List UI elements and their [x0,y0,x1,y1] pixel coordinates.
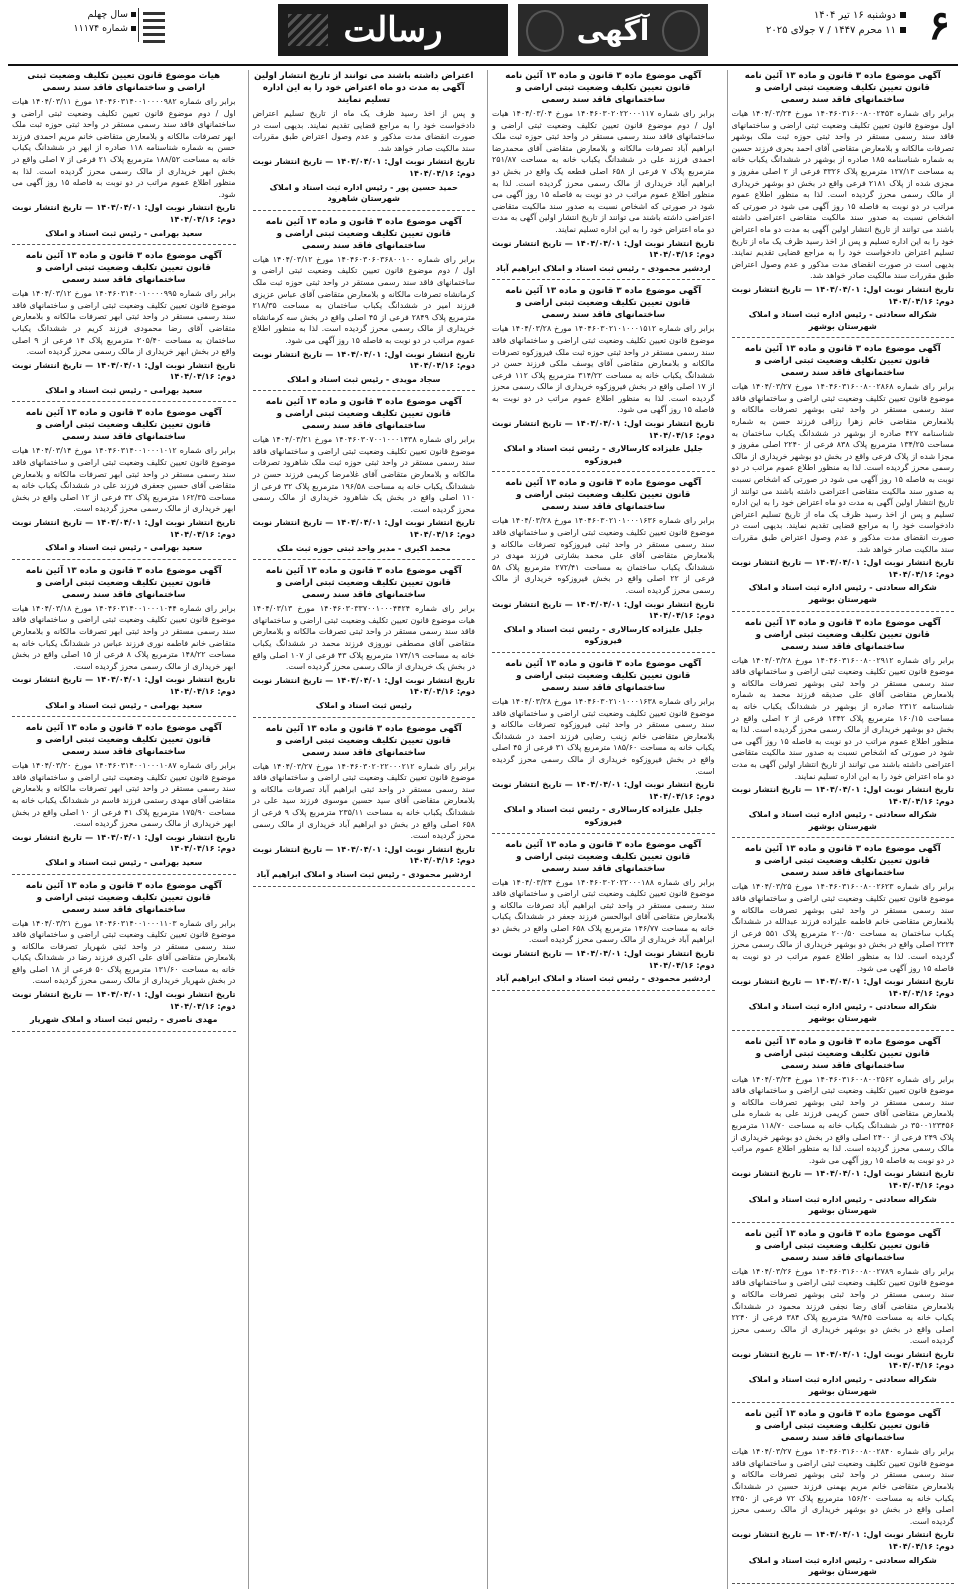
notice-signature: شکراله سعادتی - رئیس اداره ثبت اسناد و املاک شهرستان بوشهر [748,583,937,604]
notice-signature: سعید بهرامی - رئیس ثبت اسناد و املاک [45,228,203,238]
notice-title: آگهی موضوع ماده ۳ قانون و ماده ۱۳ آئین نامه قانون تعیین تکلیف وضعیت ثبتی اراضی و ساختمانهای فاقد سند رسمی [505,839,702,874]
legal-notice [492,477,715,647]
square-bullet-icon [131,12,136,17]
notice-dates: تاریخ انتشار نوبت اول: ۱۴۰۴/۰۴/۰۱ — تاریخ انتشار نوبت دوم: ۱۴۰۴/۰۴/۱۶ [252,349,475,371]
notice-dates: تاریخ انتشار نوبت اول: ۱۴۰۴/۰۴/۰۱ — تاریخ انتشار نوبت دوم: ۱۴۰۴/۰۴/۱۶ [731,1169,954,1190]
notice-signature: جلیل علیزاده کارسالاری - رئیس ثبت اسناد و املاک فیروزکوه [503,444,703,465]
notice-separator [492,471,715,472]
newspaper-logo [278,4,508,56]
notice-signature: شکراله سعادتی - رئیس اداره ثبت اسناد و املاک شهرستان بوشهر [748,810,937,831]
notice-separator [492,990,715,991]
ad-column [8,70,240,1589]
ad-columns [8,70,958,1577]
notice-separator [732,1402,955,1403]
notice-title: آگهی موضوع ماده ۳ قانون و ماده ۱۳ آئین نامه قانون تعیین تکلیف وضعیت ثبتی اراضی و ساختمانهای فاقد سند رسمی [744,844,941,879]
square-bullet-icon [131,26,136,31]
notice-body: برابر رای شماره ۱۴۰۴۶۰۳۰۲۱۰۱۰۰۰۱۶۳۶ مورخ ۱۴۰۴/۰۳/۲۸ هیات موضوع قانون تعیین تکلیف وضعیت ثبتی اراضی و ساختمانهای فاقد سند رسمی مستقر در واحد ثبتی فیروزکوه تصرفات مالکانه و بلامعارض متقاضی آقای علی محمد بشارتی فرزند مهدی در ششدانگ یکباب ساختمان به مساحت ۲۷۲/۴۱ مترمربع پلاک ۵۸ فرعی از ۲۲ اصلی واقع در بخش فیروزکوه خریداری از مالک رسمی محرز گردیده است. [492,516,715,595]
legal-notice [492,658,715,828]
notice-dates: تاریخ انتشار نوبت اول: ۱۴۰۴/۰۴/۰۱ — تاریخ انتشار نوبت دوم: ۱۴۰۴/۰۴/۱۶ [731,1530,954,1551]
notice-signature: شکراله سعادتی - رئیس اداره ثبت اسناد و املاک شهرستان بوشهر [748,1002,937,1023]
notice-dates: تاریخ انتشار نوبت اول: ۱۴۰۴/۰۴/۰۱ — تاریخ انتشار نوبت دوم: ۱۴۰۴/۰۴/۱۶ [731,558,954,579]
notice-body: برابر رای شماره ۱۴۰۴۶۰۳۰۲۱۰۱۰۰۰۱۶۳۸ مورخ ۱۴۰۴/۰۳/۲۸ هیات موضوع قانون تعیین تکلیف وضعیت ثبتی اراضی و ساختمانهای فاقد سند رسمی مستقر در واحد ثبتی فیروزکوه تصرفات مالکانه و بلامعارض متقاضی خانم زینب رضایی فرزند احمد در ششدانگ یکباب خانه به مساحت ۱۸۵/۶۰ مترمربع پلاک ۳۱ فرعی از ۴۵ اصلی واقع در بخش فیروزکوه خریداری از مالک رسمی محرز گردیده است. [492,696,715,776]
notice-title: آگهی موضوع ماده ۳ قانون و ماده ۱۳ آئین نامه قانون تعیین تکلیف وضعیت ثبتی اراضی و ساختمانهای فاقد سند رسمی [25,565,222,600]
notice-signature: شکراله سعادتی - رئیس اداره ثبت اسناد و املاک شهرستان بوشهر [748,1375,937,1396]
date-line-2: ۱۱ محرم ۱۴۴۷ / ۷ جولای ۲۰۲۵ [766,23,906,38]
page-header [8,0,958,66]
notice-signature: سعید بهرامی - رئیس ثبت اسناد و املاک [45,857,203,867]
legal-notice [12,70,236,239]
legal-notice [732,617,955,833]
notice-signature: اردشیر محمودی - رئیس ثبت اسناد و املاک ابراهیم آباد [495,263,711,273]
notice-dates: تاریخ انتشار نوبت اول: ۱۴۰۴/۰۴/۰۱ — تاریخ انتشار نوبت دوم: ۱۴۰۴/۰۴/۱۶ [492,238,715,260]
date-block [766,8,906,38]
notice-separator [492,279,715,280]
notice-signature: محمد اکبری - مدیر واحد ثبتی حوزه ثبت ملک [276,543,451,553]
notice-title: آگهی موضوع ماده ۳ قانون و ماده ۱۳ آئین نامه قانون تعیین تکلیف وضعیت ثبتی اراضی و ساختمانهای فاقد سند رسمی [505,658,702,693]
mini-logo-icon [138,8,165,42]
legal-notice [253,216,476,386]
notice-title: آگهی موضوع ماده ۳ قانون و ماده ۱۳ آئین نامه قانون تعیین تکلیف وضعیت ثبتی اراضی و ساختمانهای فاقد سند رسمی [505,286,702,321]
notice-body: برابر رای شماره ۱۴۰۴۶۰۳۰۲۰۲۲۰۰۰۱۸۸ مورخ ۱۴۰۴/۰۳/۲۴ هیات موضوع قانون تعیین تکلیف وضعیت ثبتی اراضی و ساختمانهای فاقد سند رسمی مستقر در واحد ثبتی ابراهیم آباد تصرفات مالکانه و بلامعارض متقاضی آقای ابوالحسن فرزند جعفر در ششدانگ یکباب خانه به مساحت ۱۴۶/۷۷ مترمربع پلاک ۶۵۸ اصلی واقع در بخش دو ابراهیم آباد خریداری از مالک رسمی محرز گردیده است. [492,877,715,945]
notice-dates: تاریخ انتشار نوبت اول: ۱۴۰۴/۰۴/۰۱ — تاریخ انتشار نوبت دوم: ۱۴۰۴/۰۴/۱۶ [492,949,715,970]
notice-separator [253,559,476,560]
notice-separator [12,244,236,245]
notice-separator [253,717,476,718]
notice-signature: جلیل علیزاده کارسالاری - رئیس ثبت اسناد و املاک فیروزکوه [503,805,703,826]
notice-title: آگهی موضوع ماده ۳ قانون و ماده ۱۳ آئین نامه قانون تعیین تکلیف وضعیت ثبتی اراضی و ساختمانهای فاقد سند رسمی [25,408,222,443]
legal-notice [253,396,476,554]
notice-dates: تاریخ انتشار نوبت اول: ۱۴۰۴/۰۴/۰۱ — تاریخ انتشار نوبت دوم: ۱۴۰۴/۰۴/۱۶ [492,780,715,801]
notice-dates: تاریخ انتشار نوبت اول: ۱۴۰۴/۰۴/۰۱ — تاریخ انتشار نوبت دوم: ۱۴۰۴/۰۴/۱۶ [492,599,715,621]
page-number: ۶ [928,2,950,49]
notice-title: آگهی موضوع ماده ۳ قانون و ماده ۱۳ آئین نامه قانون تعیین تکلیف وضعیت ثبتی اراضی و ساختمانهای فاقد سند رسمی [744,1228,941,1263]
legal-notice [12,250,236,396]
issue-block [16,8,136,36]
notice-signature: شکراله سعادتی - رئیس اداره ثبت اسناد و املاک شهرستان بوشهر [748,1194,937,1216]
year-label: سال چهلم [16,8,136,22]
notice-title: آگهی موضوع ماده ۳ قانون و ماده ۱۳ آئین نامه قانون تعیین تکلیف وضعیت ثبتی اراضی و ساختمانهای فاقد سند رسمی [265,566,462,601]
notice-signature: رئیس ثبت اسناد و املاک [315,700,412,710]
notice-body: برابر رای شماره ۱۴۰۴۶۰۳۱۴۰۰۱۰۰۰۱۱۰۳ مورخ ۱۴۰۴/۰۳/۲۱ هیات موضوع قانون تعیین تکلیف وضعیت ثبتی اراضی و ساختمانهای فاقد سند رسمی مستقر در واحد ثبتی شهریار تصرفات مالکانه و بلامعارض متقاضی آقای علی اکبری فرزند رضا در ششدانگ یکباب خانه به مساحت ۱۳۱/۶۰ مترمربع پلاک ۵۰ فرعی از ۱۸ اصلی واقع در بخش شهریار خریداری از مالک رسمی محرز گردیده است. [12,918,236,986]
notice-title: هیات موضوع قانون تعیین تکلیف وضعیت ثبتی اراضی و ساختمانهای فاقد سند رسمی [27,71,221,93]
legal-notice [12,880,236,1026]
notice-body: برابر رای شماره ۱۴۰۴۶۰۳۱۴۰۰۱۰۰۰۰۹۸۲ مورخ ۱۴۰۴/۰۳/۱۱ هیات اول / دوم موضوع قانون تعیین تکلیف وضعیت ثبتی اراضی و ساختمانهای فاقد سند رسمی مستقر در واحد ثبتی حوزه ثبت ملک ابهر تصرفات مالکانه و بلامعارض متقاضی خانم مریم احمدی فرزند حسن به شماره شناسنامه ۱۱۸ صادره از ابهر در ششدانگ یکباب خانه به مساحت ۱۸۸/۵۲ مترمربع پلاک ۲۱ فرعی از ۷ اصلی واقع در بخش ابهر خریداری از مالک رسمی محرز گردیده است. لذا به منظور اطلاع عموم مراتب در دو نوبت به فاصله ۱۵ روز آگهی می شود. [12,97,236,199]
ornament-icon [662,10,700,52]
notice-title: آگهی موضوع ماده ۳ قانون و ماده ۱۳ آئین نامه قانون تعیین تکلیف وضعیت ثبتی اراضی و ساختمانهای فاقد سند رسمی [744,344,941,379]
notice-signature: اردشیر محمودی - رئیس ثبت اسناد و املاک ابراهیم آباد [495,974,711,984]
notice-body: برابر رای شماره ۱۴۰۴۶۰۳۱۴۰۰۱۰۰۰۱۰۸۷ مورخ ۱۴۰۴/۰۳/۲۰ هیات موضوع قانون تعیین تکلیف وضعیت ثبتی اراضی و ساختمانهای فاقد سند رسمی مستقر در واحد ثبتی ابهر تصرفات مالکانه و بلامعارض متقاضی آقای مهدی رستمی فرزند قاسم در ششدانگ یکباب خانه به مساحت ۱۷۵/۹۰ مترمربع پلاک ۴۱ فرعی از ۱۰ اصلی واقع در بخش ابهر خریداری از مالک رسمی محرز گردیده است. [12,761,236,829]
notice-body: برابر رای شماره ۱۴۰۴۶۰۳۰۳۳۷۰۰۱۰۰۰۴۴۲۴ مورخ ۱۴۰۴/۰۳/۱۳ هیات موضوع قانون تعیین تکلیف وضعیت ثبتی اراضی و ساختمانهای فاقد سند رسمی مستقر در واحد ثبتی تصرفات مالکانه و بلامعارض متقاضی آقای مصطفی نوروزی فرزند محمد در ششدانگ یکباب خانه به مساحت ۱۷۴/۱۹ مترمربع پلاک ۴۳ فرعی از ۱۰۷ اصلی واقع در بخش یک خریداری از مالک رسمی محرز گردیده است. [252,604,475,672]
legal-notice [732,1228,955,1398]
notice-dates: تاریخ انتشار نوبت اول: ۱۴۰۴/۰۴/۰۱ — تاریخ انتشار نوبت دوم: ۱۴۰۴/۰۴/۱۶ [12,518,236,539]
notice-title: آگهی موضوع ماده ۳ قانون و ماده ۱۳ آئین نامه قانون تعیین تکلیف وضعیت ثبتی اراضی و ساختمانهای فاقد سند رسمی [505,71,702,105]
notice-signature: سعید بهرامی - رئیس ثبت اسناد و املاک [45,385,203,395]
legal-notice [492,70,715,274]
notice-separator [732,837,955,838]
notice-title: آگهی موضوع ماده ۳ قانون و ماده ۱۳ آئین نامه قانون تعیین تکلیف وضعیت ثبتی اراضی و ساختمانهای فاقد سند رسمی [744,71,941,105]
notice-signature: مهدی ناصری - رئیس ثبت اسناد و املاک شهریار [30,1015,218,1025]
notice-body: برابر رای شماره ۱۴۰۴۶۰۳۱۴۰۰۱۰۰۰۰۹۹۵ مورخ ۱۴۰۴/۰۳/۱۲ هیات موضوع قانون تعیین تکلیف وضعیت ثبتی اراضی و ساختمانهای فاقد سند رسمی مستقر در واحد ثبتی ابهر تصرفات مالکانه و بلامعارض متقاضی آقای رضا محمودی فرزند کریم در ششدانگ یکباب ساختمان به مساحت ۲۰۵/۴۰ مترمربع پلاک ۱۴ فرعی از ۹ اصلی واقع در بخش ابهر خریداری از مالک رسمی محرز گردیده است. [12,289,236,357]
notice-dates: تاریخ انتشار نوبت اول: ۱۴۰۴/۰۴/۰۱ — تاریخ انتشار نوبت دوم: ۱۴۰۴/۰۴/۱۶ [731,785,954,806]
square-bullet-icon [900,12,906,18]
ad-column [487,70,719,1589]
notice-separator [492,833,715,834]
notice-body: برابر رای شماره ۱۴۰۴۶۰۳۱۶۰۰۸۰۰۲۸۴۰ مورخ ۱۴۰۴/۰۳/۲۷ هیات موضوع قانون تعیین تکلیف وضعیت ثبتی اراضی و ساختمانهای فاقد سند رسمی مستقر در واحد ثبتی بوشهر تصرفات مالکانه و بلامعارض متقاضی خانم مریم بهمنی فرزند حسین در ششدانگ یکباب خانه به مساحت ۱۵۶/۲۰ مترمربع پلاک ۷۲ فرعی از ۲۴۵۰ اصلی واقع در بخش دو بوشهر خریداری از مالک رسمی محرز گردیده است. [731,1447,954,1526]
legal-notice [732,343,955,605]
legal-notice [492,839,715,985]
notice-body: برابر رای شماره ۱۴۰۴۶۰۳۱۶۰۰۸۰۰۲۶۲۳ مورخ ۱۴۰۴/۰۳/۲۵ هیات موضوع قانون تعیین تکلیف وضعیت ثبتی اراضی و ساختمانهای فاقد سند رسمی مستقر در واحد ثبتی بوشهر تصرفات مالکانه و بلامعارض متقاضی خانم فاطمه علیزاده فرزند عبدالله در ششدانگ یکباب ساختمان به مساحت ۲۰۰/۵۰ مترمربع پلاک ۵۵۱ فرعی از ۲۲۲۴ اصلی واقع در بخش دو بوشهر خریداری از مالک رسمی محرز گردیده است. لذا به منظور اطلاع عموم مراتب در دو نوبت به فاصله ۱۵ روز آگهی می شود. [731,882,954,973]
notice-signature: شکراله سعادتی - رئیس اداره ثبت اسناد و املاک شهرستان بوشهر [748,310,937,331]
notice-separator [732,1030,955,1031]
legal-notice [732,1036,955,1217]
notice-separator [12,401,236,402]
ad-column [727,70,959,1589]
notice-signature: اردشیر محمودی - رئیس ثبت اسناد و املاک ابراهیم آباد [256,869,472,879]
notice-body: برابر رای شماره ۱۴۰۴۶۰۳۱۶۰۰۸۰۰۲۴۵۳ مورخ ۱۴۰۴/۰۳/۲۴ هیات اول موضوع قانون تعیین تکلیف وضعیت ثبتی اراضی و ساختمانهای فاقد سند رسمی مستقر در واحد ثبتی حوزه ثبت ملک بوشهر تصرفات مالکانه و بلامعارض متقاضی آقای احمد بحری فرزند حسین به شماره شناسنامه ۱۸۵ صادره از بوشهر در ششدانگ یکباب خانه به مساحت ۱۲۷/۱۳ مترمربع پلاک ۳۳۲۶ فرعی از ۲ اصلی مفروز و مجزی شده از پلاک ۲۱۸۱ فرعی واقع در بخش دو بوشهر خریداری از مالک رسمی محرز گردیده است. لذا به منظور اطلاع عموم مراتب در دو نوبت به فاصله ۱۵ روز آگهی می شود در صورتی که اشخاص نسبت به صدور سند مالکیت متقاضی اعتراضی داشته باشند می توانند از تاریخ انتشار اولین آگهی به مدت دو ماه اعتراض خود را به این اداره تسلیم و پس از اخذ رسید ظرف یک ماه از تاریخ تسلیم اعتراض دادخواست خود را به مراجع قضایی تقدیم نمایند. بدیهی است در صورت انقضای مدت مذکور و عدم وصول اعتراض طبق مقررات سند مالکیت صادر خواهد شد. [731,109,955,281]
notice-separator [732,1222,955,1223]
notice-body: برابر رای شماره ۱۴۰۴۶۰۳۰۲۱۰۱۰۰۰۱۵۱۲ مورخ ۱۴۰۴/۰۳/۲۸ هیات موضوع قانون تعیین تکلیف وضعیت ثبتی اراضی و ساختمانهای فاقد سند رسمی مستقر در واحد ثبتی حوزه ثبت ملک فیروزکوه تصرفات مالکانه و بلامعارض متقاضی آقای یوسف ملکی فرزند حسن در ششدانگ یکباب خانه به مساحت ۳۱۴/۲۲ مترمربع پلاک ۱۱۲ فرعی از ۱۷ اصلی واقع در بخش فیروزکوه خریداری از مالک رسمی محرز گردیده است. لذا به منظور اطلاع عموم مراتب در دو نوبت به فاصله ۱۵ روز آگهی می شود. [492,324,715,415]
notice-dates: تاریخ انتشار نوبت اول: ۱۴۰۴/۰۴/۰۱ — تاریخ انتشار نوبت دوم: ۱۴۰۴/۰۴/۱۶ [12,203,236,224]
notice-dates: تاریخ انتشار نوبت اول: ۱۴۰۴/۰۴/۰۱ — تاریخ انتشار نوبت دوم: ۱۴۰۴/۰۴/۱۶ [731,977,954,998]
notice-title: آگهی موضوع ماده ۳ قانون و ماده ۱۳ آئین نامه قانون تعیین تکلیف وضعیت ثبتی اراضی و ساختمانهای فاقد سند رسمی [25,723,222,758]
notice-dates: تاریخ انتشار نوبت اول: ۱۴۰۴/۰۴/۰۱ — تاریخ انتشار نوبت دوم: ۱۴۰۴/۰۴/۱۶ [12,360,236,382]
notice-title: اعتراض داشته باشند می توانند از تاریخ انتشار اولین آگهی به مدت دو ماه اعتراض خود را به این اداره تسلیم نمایند [254,71,474,105]
notice-dates: تاریخ انتشار نوبت اول: ۱۴۰۴/۰۴/۰۱ — تاریخ انتشار نوبت دوم: ۱۴۰۴/۰۴/۱۶ [252,518,475,540]
section-title: آگهی [576,13,650,47]
notice-separator [253,210,476,211]
notice-body: و پس از اخذ رسید ظرف یک ماه از تاریخ تسلیم اعتراض دادخواست خود را به مراجع قضایی تقدیم نمایند. بدیهی است در صورت انقضای مدت مذکور و عدم وصول اعتراض طبق مقررات سند مالکیت صادر خواهد شد. [252,109,475,153]
notice-body: برابر رای شماره ۱۴۰۴۶۰۳۱۶۰۰۸۰۰۲۹۱۲ مورخ ۱۴۰۴/۰۳/۲۸ هیات موضوع قانون تعیین تکلیف وضعیت ثبتی اراضی و ساختمانهای فاقد سند رسمی مستقر در واحد ثبتی بوشهر تصرفات مالکانه و بلامعارض متقاضی آقای علی صدیقه فرزند محمد به شماره شناسنامه ۲۳۱۲ صادره از بوشهر در ششدانگ یکباب خانه به مساحت ۱۶۰/۱۵ مترمربع پلاک ۱۳۴۲ فرعی از ۲ اصلی واقع در بخش دو بوشهر خریداری از مالک رسمی محرز گردیده است. لذا به منظور اطلاع عموم مراتب در دو نوبت به فاصله ۱۵ روز آگهی می شود در صورتی که اشخاص نسبت به صدور سند مالکیت متقاضی اعتراضی داشته باشند می توانند از تاریخ انتشار اولین آگهی به مدت دو ماه اعتراض خود را به این اداره تسلیم نمایند. [731,655,955,781]
notice-body: برابر رای شماره ۱۴۰۴۶۰۳۱۴۰۰۱۰۰۰۱۰۴۴ مورخ ۱۴۰۴/۰۳/۱۸ هیات موضوع قانون تعیین تکلیف وضعیت ثبتی اراضی و ساختمانهای فاقد سند رسمی مستقر در واحد ثبتی ابهر تصرفات مالکانه و بلامعارض متقاضی خانم فاطمه نوری فرزند عباس در ششدانگ یکباب خانه به مساحت ۱۴۸/۲۲ مترمربع پلاک ۸ فرعی از ۱۵ اصلی واقع در بخش ابهر خریداری از مالک رسمی محرز گردیده است. [12,603,236,671]
date-line-1: دوشنبه ۱۶ تیر ۱۴۰۴ [766,8,906,23]
notice-title: آگهی موضوع ماده ۳ قانون و ماده ۱۳ آئین نامه قانون تعیین تکلیف وضعیت ثبتی اراضی و ساختمانهای فاقد سند رسمی [265,723,462,758]
notice-dates: تاریخ انتشار نوبت اول: ۱۴۰۴/۰۴/۰۱ — تاریخ انتشار نوبت دوم: ۱۴۰۴/۰۴/۱۶ [12,675,236,696]
notice-dates: تاریخ انتشار نوبت اول: ۱۴۰۴/۰۴/۰۱ — تاریخ انتشار نوبت دوم: ۱۴۰۴/۰۴/۱۶ [252,675,475,697]
legal-notice [253,565,476,711]
notice-separator [492,652,715,653]
notice-title: آگهی موضوع ماده ۳ قانون و ماده ۱۳ آئین نامه قانون تعیین تکلیف وضعیت ثبتی اراضی و ساختمانهای فاقد سند رسمی [25,251,222,286]
notice-body: برابر رای شماره ۱۴۰۴۶۰۳۰۲۰۲۲۰۰۰۲۱۲ مورخ ۱۴۰۴/۰۳/۲۷ هیات موضوع قانون تعیین تکلیف وضعیت ثبتی اراضی و ساختمانهای فاقد سند رسمی مستقر در واحد ثبتی ابراهیم آباد تصرفات مالکانه و بلامعارض متقاضی آقای سید حسین موسوی فرزند سید علی در ششدانگ یکباب خانه به مساحت ۲۳۵/۱۱ مترمربع پلاک ۹ فرعی از ۶۵۸ اصلی واقع در بخش دو ابراهیم آباد خریداری از مالک رسمی محرز گردیده است. [252,761,475,841]
notice-signature: سعید بهرامی - رئیس ثبت اسناد و املاک [45,543,203,553]
legal-notice [253,723,476,881]
legal-notice [253,70,476,205]
ornament-icon [526,10,564,52]
notice-title: آگهی موضوع ماده ۳ قانون و ماده ۱۳ آئین نامه قانون تعیین تکلیف وضعیت ثبتی اراضی و ساختمانهای فاقد سند رسمی [505,478,702,513]
notice-signature: سجاد مویدی - رئیس ثبت اسناد و املاک [287,374,441,384]
notice-title: آگهی موضوع ماده ۳ قانون و ماده ۱۳ آئین نامه قانون تعیین تکلیف وضعیت ثبتی اراضی و ساختمانهای فاقد سند رسمی [25,880,222,915]
legal-notice [12,407,236,553]
notice-title: آگهی موضوع ماده ۳ قانون و ماده ۱۳ آئین نامه قانون تعیین تکلیف وضعیت ثبتی اراضی و ساختمانهای فاقد سند رسمی [744,617,941,652]
notice-signature: جلیل علیزاده کارسالاری - رئیس ثبت اسناد و املاک فیروزکوه [503,624,703,646]
notice-separator [12,874,236,875]
notice-body: برابر رای شماره ۱۴۰۴۶۰۳۱۶۰۰۸۰۰۲۵۶۲ مورخ ۱۴۰۴/۰۳/۲۴ هیات موضوع قانون تعیین تکلیف وضعیت ثبتی اراضی و ساختمانهای فاقد سند رسمی مستقر در واحد ثبتی بوشهر تصرفات مالکانه و بلامعارض متقاضی آقای حسن کریمی فرزند علی به شماره ملی ۳۵۰۰۱۲۳۴۵۶ در ششدانگ یکباب خانه به مساحت ۱۱۸/۷۰ مترمربع پلاک ۲۴۹ فرعی از ۲۴۰۰ اصلی واقع در بخش دو بوشهر خریداری از مالک رسمی محرز گردیده است. لذا به منظور اطلاع عموم مراتب در دو نوبت به فاصله ۱۵ روز آگهی می شود. [731,1074,954,1165]
notice-separator [732,337,955,338]
notice-dates: تاریخ انتشار نوبت اول: ۱۴۰۴/۰۴/۰۱ — تاریخ انتشار نوبت دوم: ۱۴۰۴/۰۴/۱۶ [731,1349,954,1371]
notice-separator [253,886,476,887]
notice-dates: تاریخ انتشار نوبت اول: ۱۴۰۴/۰۴/۰۱ — تاریخ انتشار نوبت دوم: ۱۴۰۴/۰۴/۱۶ [12,990,236,1011]
issue-label: شماره ۱۱۱۷۴ [16,22,136,36]
notice-title: آگهی موضوع ماده ۳ قانون و ماده ۱۳ آئین نامه قانون تعیین تکلیف وضعیت ثبتی اراضی و ساختمانهای فاقد سند رسمی [744,1409,941,1444]
legal-notice [492,285,715,466]
notice-body: برابر رای شماره ۱۴۰۴۶۰۳۱۶۰۰۸۰۰۲۷۸۹ مورخ ۱۴۰۴/۰۳/۲۶ هیات موضوع قانون تعیین تکلیف وضعیت ثبتی اراضی و ساختمانهای فاقد سند رسمی مستقر در واحد ثبتی بوشهر تصرفات مالکانه و بلامعارض متقاضی آقای رضا نجفی فرزند محمود در ششدانگ یکباب خانه به مساحت ۹۸/۴۵ مترمربع پلاک ۳۸۴ فرعی از ۲۲۴۰ اصلی واقع در بخش دو بوشهر خریداری از مالک رسمی محرز گردیده است. [731,1266,954,1346]
notice-title: آگهی موضوع ماده ۳ قانون و ماده ۱۳ آئین نامه قانون تعیین تکلیف وضعیت ثبتی اراضی و ساختمانهای فاقد سند رسمی [744,1036,941,1071]
square-bullet-icon [900,27,906,33]
notice-dates: تاریخ انتشار نوبت اول: ۱۴۰۴/۰۴/۰۱ — تاریخ انتشار نوبت دوم: ۱۴۰۴/۰۴/۱۶ [731,284,954,306]
notice-title: آگهی موضوع ماده ۳ قانون و ماده ۱۳ آئین نامه قانون تعیین تکلیف وضعیت ثبتی اراضی و ساختمانهای فاقد سند رسمی [265,216,462,251]
newspaper-name: رسالت [343,10,443,50]
notice-body: برابر رای شماره ۱۴۰۴۶۰۳۱۶۰۰۸۰۰۲۸۶۸ مورخ ۱۴۰۴/۰۳/۲۷ هیات موضوع قانون تعیین تکلیف وضعیت ثبتی اراضی و ساختمانهای فاقد سند رسمی مستقر در واحد ثبتی بوشهر تصرفات مالکانه و بلامعارض متقاضی خانم زهرا رزاقی فرزند حسن به شماره شناسنامه ۴۲۷ صادره از بوشهر در ششدانگ یکباب ساختمان به مساحت ۱۳۴/۲۵ مترمربع پلاک ۸۳۸ فرعی از ۲۲۴۰ اصلی مفروز و مجزا شده از پلاک فرعی واقع در بخش دو بوشهر خریداری از مالک رسمی محرز گردیده است. لذا به منظور اطلاع عموم مراتب در دو نوبت به فاصله ۱۵ روز آگهی می شود در صورتی که اشخاص نسبت به صدور سند مالکیت متقاضی اعتراضی داشته باشند می توانند از تاریخ انتشار اولین آگهی به مدت دو ماه اعتراض خود را به این اداره تسلیم و پس از اخذ رسید ظرف یک ماه از تاریخ تسلیم اعتراض دادخواست خود را به مراجع قضایی تقدیم نمایند. بدیهی است در صورت انقضای مدت مذکور و عدم وصول اعتراض طبق مقررات سند مالکیت صادر خواهد شد. [731,382,955,554]
notice-separator [732,611,955,612]
legal-notice [732,70,955,332]
notice-separator [12,1031,236,1032]
notice-body: برابر رای شماره ۱۴۰۴۶۰۳۰۲۰۲۲۰۰۰۱۱۷ مورخ ۱۴۰۴/۰۳/۰۴ هیات اول / دوم موضوع قانون تعیین تکلیف وضعیت ثبتی اراضی و ساختمانهای فاقد سند رسمی مستقر در واحد ثبتی حوزه ثبت ملک ابراهیم آباد تصرفات مالکانه و بلامعارض متقاضی آقای محمدرضا احمدی فرزند علی در ششدانگ یکباب خانه به مساحت ۲۵۱/۸۷ مترمربع پلاک ۷ فرعی از ۶۵۸ اصلی قطعه یک واقع در بخش دو ابراهیم آباد خریداری از مالک رسمی محرز گردیده است. لذا به منظور اطلاع عموم مراتب در دو نوبت به فاصله ۱۵ روز آگهی می شود در صورتی که اشخاص نسبت به صدور سند مالکیت متقاضی اعتراضی داشته باشند می توانند از تاریخ انتشار اولین آگهی به مدت دو ماه اعتراض خود را به این اداره تسلیم نمایند. [492,109,715,234]
notice-separator [12,559,236,560]
notice-separator [12,716,236,717]
notice-separator [732,1583,955,1584]
notice-dates: تاریخ انتشار نوبت اول: ۱۴۰۴/۰۴/۰۱ — تاریخ انتشار نوبت دوم: ۱۴۰۴/۰۴/۱۶ [492,419,715,440]
notice-dates: تاریخ انتشار نوبت اول: ۱۴۰۴/۰۴/۰۱ — تاریخ انتشار نوبت دوم: ۱۴۰۴/۰۴/۱۶ [12,832,236,854]
legal-notice [12,565,236,711]
notice-signature: شکراله سعادتی - رئیس اداره ثبت اسناد و املاک شهرستان بوشهر [748,1555,937,1577]
notice-dates: تاریخ انتشار نوبت اول: ۱۴۰۴/۰۴/۰۱ — تاریخ انتشار نوبت دوم: ۱۴۰۴/۰۴/۱۶ [252,844,475,866]
notice-signature: حمید حسین پور - رئیس اداره ثبت اسناد و املاک شهرستان شاهرود [269,182,458,204]
logo-stripe-icon [288,14,328,46]
legal-notice [732,843,955,1024]
notice-body: برابر رای شماره ۱۴۰۴۶۰۳۰۶۰۳۶۸۰۰۱۰۰ مورخ ۱۴۰۴/۰۳/۱۲ هیات اول / دوم موضوع قانون تعیین تکلیف وضعیت ثبتی اراضی و ساختمانهای فاقد سند رسمی مستقر در واحد ثبتی حوزه ثبت ملک کرمانشاه تصرفات مالکانه و بلامعارض متقاضی آقای عباس عزیزی فرزند امیر در ششدانگ یکباب ساختمان به مساحت ۲۱۸/۳۵ مترمربع پلاک ۲۸۴۹ فرعی از ۴۵ اصلی واقع در بخش سه کرمانشاه خریداری از مالک رسمی محرز گردیده است. لذا به منظور اطلاع عموم مراتب در دو نوبت به فاصله ۱۵ روز آگهی می شود. [252,254,475,345]
section-title-box [518,4,708,56]
notice-dates: تاریخ انتشار نوبت اول: ۱۴۰۴/۰۴/۰۱ — تاریخ انتشار نوبت دوم: ۱۴۰۴/۰۴/۱۶ [252,157,475,178]
legal-notice [12,722,236,868]
notice-title: آگهی موضوع ماده ۳ قانون و ماده ۱۳ آئین نامه قانون تعیین تکلیف وضعیت ثبتی اراضی و ساختمانهای فاقد سند رسمی [265,397,462,432]
notice-body: برابر رای شماره ۱۴۰۴۶۰۳۰۷۰۰۱۰۰۰۱۴۳۸ مورخ ۱۴۰۴/۰۳/۲۱ هیات موضوع قانون تعیین تکلیف وضعیت ثبتی اراضی و ساختمانهای فاقد سند رسمی مستقر در واحد ثبتی حوزه ثبت ملک شاهرود تصرفات مالکانه و بلامعارض متقاضی آقای غلامرضا کریمی فرزند حسن در ششدانگ یکباب خانه به مساحت ۱۹۶/۵۸ مترمربع پلاک ۳۲ فرعی از ۱۱۰ اصلی واقع در بخش یک شاهرود خریداری از مالک رسمی محرز گردیده است. [252,435,475,514]
ad-column [248,70,480,1589]
notice-separator [253,390,476,391]
notice-body: برابر رای شماره ۱۴۰۴۶۰۳۱۴۰۰۱۰۰۰۱۰۱۲ مورخ ۱۴۰۴/۰۳/۱۴ هیات موضوع قانون تعیین تکلیف وضعیت ثبتی اراضی و ساختمانهای فاقد سند رسمی مستقر در واحد ثبتی ابهر تصرفات مالکانه و بلامعارض متقاضی آقای حسین جعفری فرزند علی در ششدانگ یکباب خانه به مساحت ۱۶۲/۳۵ مترمربع پلاک ۳۲ فرعی از ۱۲ اصلی واقع در بخش ابهر خریداری از مالک رسمی محرز گردیده است. [12,446,236,514]
legal-notice [732,1408,955,1578]
notice-signature: سعید بهرامی - رئیس ثبت اسناد و املاک [45,700,203,710]
